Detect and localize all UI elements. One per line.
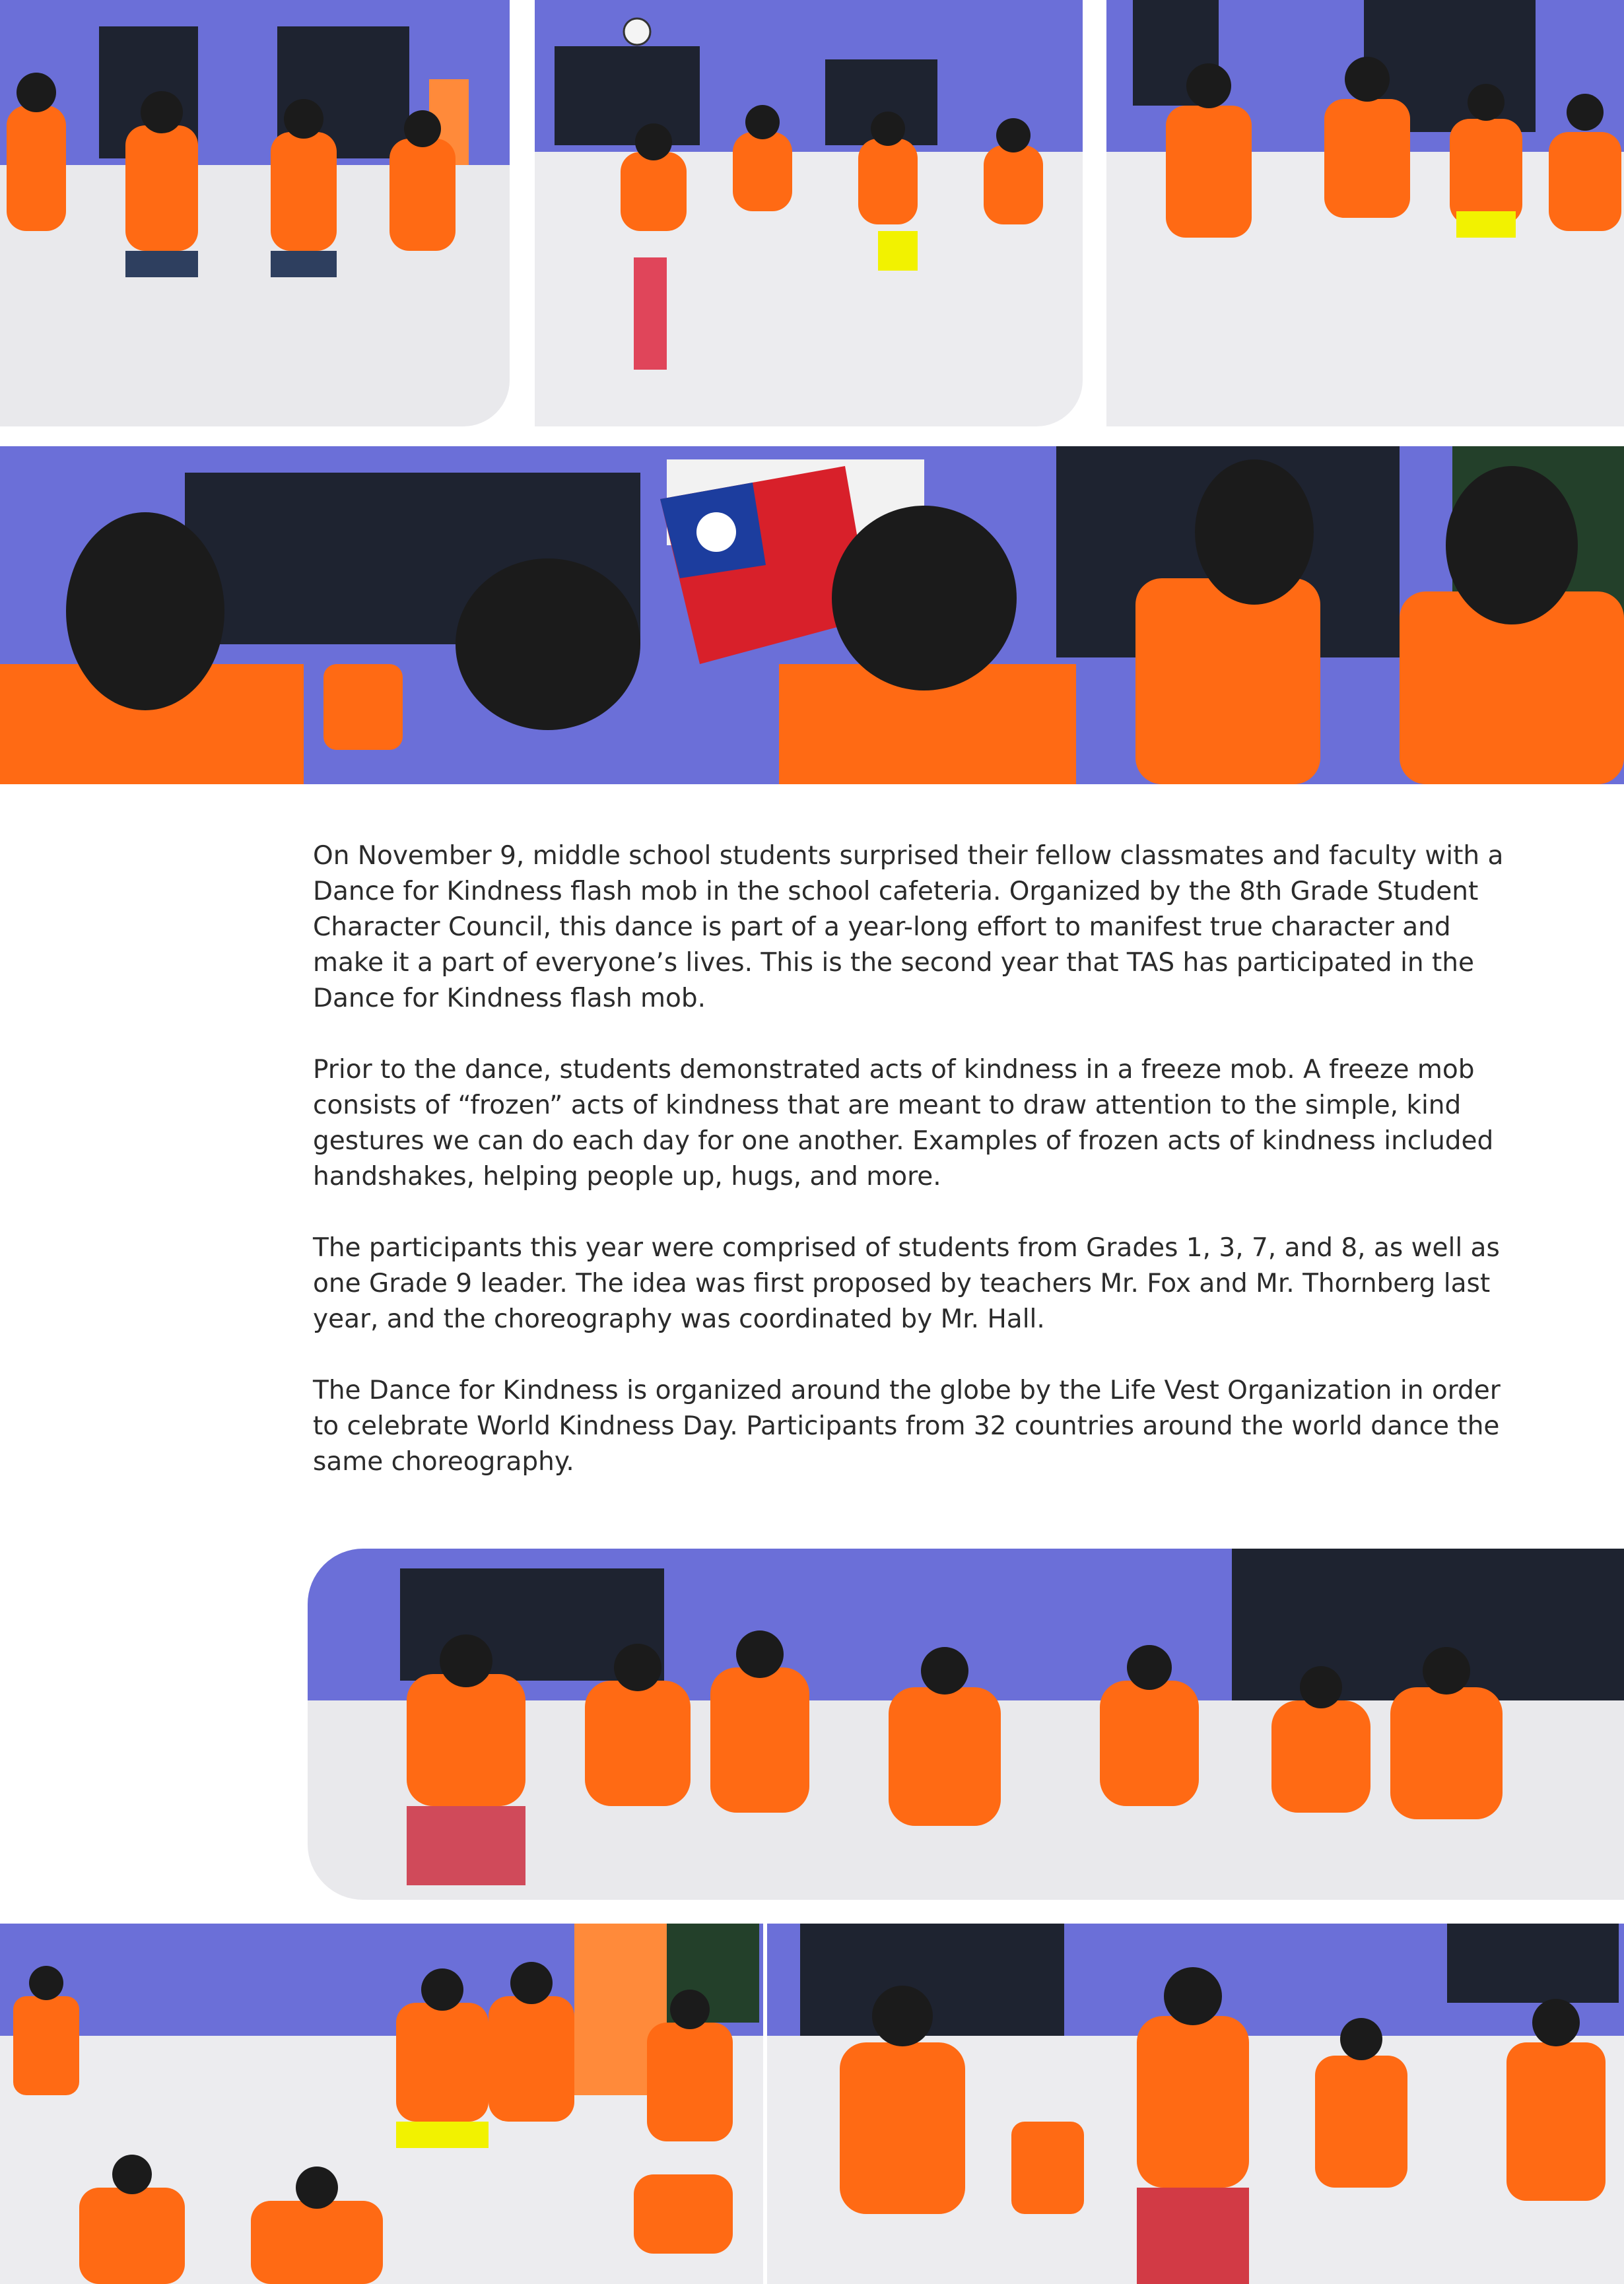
photo-dancers-with-flag (0, 446, 1624, 784)
photo-dancers-top-right (1106, 0, 1624, 426)
article-paragraph-4: The Dance for Kindness is organized around the globe by the Life Vest Organization in order to celebrate World Kindness Day. Participants from 32 countries around the world dance the same choreography. (313, 1376, 1501, 1477)
photo-dancers-top-left (0, 0, 510, 426)
photo-dancers-top-middle (535, 0, 1083, 426)
article-paragraph-3: The participants this year were comprised of students from Grades 1, 3, 7, and 8, as well as one Grade 9 leader. The idea was first proposed by teachers Mr. Fox and Mr. Thornberg last year, and the choreography was coordinated by Mr. Hall. (313, 1233, 1500, 1334)
article-body (313, 838, 1528, 1516)
photo-dancers-arms-raised (308, 1549, 1624, 1900)
photo-freeze-mob-right (767, 1924, 1624, 2284)
article-paragraph-1: On November 9, middle school students surprised their fellow classmates and faculty with a Dance for Kindness flash mob in the school cafeteria. Organized by the 8th Grade Student Character Council, this dance is part of a year-long effort to manifest true character and make it a part of everyone’s lives. This is the second year that TAS has participated in the Dance for Kindness flash mob. (313, 841, 1504, 1013)
article-paragraph-2: Prior to the dance, students demonstrated acts of kindness in a freeze mob. A freeze mob consists of “frozen” acts of kindness that are meant to draw attention to the simple, kind gestures we can do each day for one another. Examples of frozen acts of kindness included handshakes, helping people up, hugs, and more. (313, 1055, 1494, 1192)
photo-freeze-mob-left (0, 1924, 763, 2284)
